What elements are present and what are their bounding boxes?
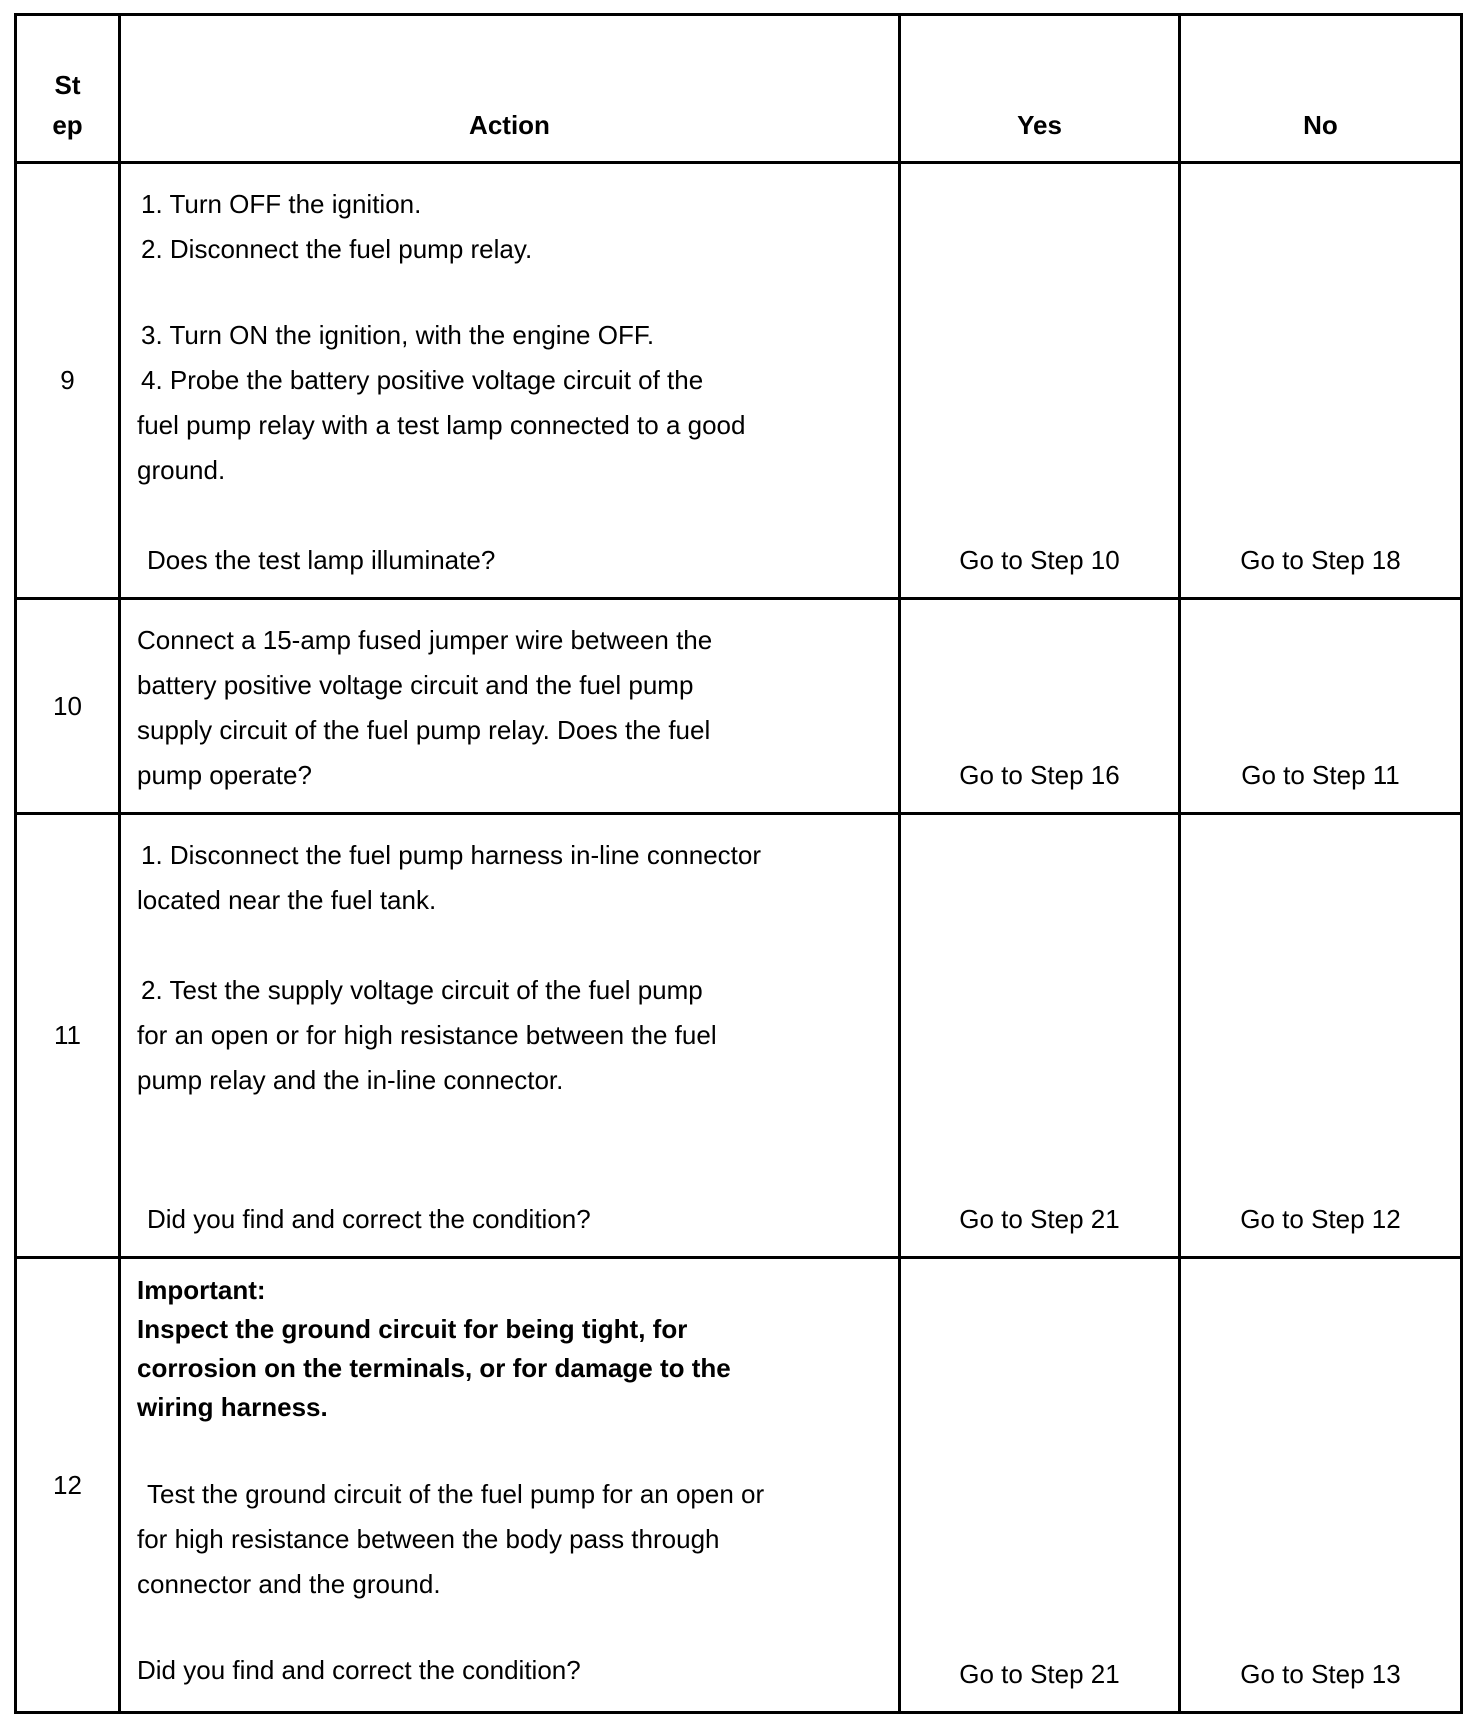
important-line: corrosion on the terminals, or for damage to the (137, 1353, 731, 1383)
action-cell (120, 1258, 900, 1713)
table-row (16, 163, 1462, 599)
action-line: 4. Probe the battery positive voltage circuit of the (141, 365, 704, 395)
header-action-label: Action (469, 110, 550, 140)
diagnostic-table (14, 13, 1463, 1714)
step-number: 10 (16, 599, 120, 814)
table-row (16, 814, 1462, 1258)
header-yes-label: Yes (1017, 110, 1062, 140)
action-line: connector and the ground. (137, 1569, 441, 1599)
action-line: located near the fuel tank. (137, 885, 437, 915)
no-result: Go to Step 18 (1180, 163, 1462, 599)
action-line: pump operate? (137, 760, 312, 790)
header-step-line2: ep (52, 110, 83, 140)
action-line: battery positive voltage circuit and the fuel pump (137, 670, 694, 700)
yes-result: Go to Step 21 (900, 814, 1180, 1258)
header-yes (900, 15, 1180, 163)
no-result: Go to Step 13 (1180, 1258, 1462, 1713)
action-line: 2. Test the supply voltage circuit of the fuel pump (141, 975, 703, 1005)
action-line: pump relay and the in-line connector. (137, 1065, 564, 1095)
action-line: ground. (137, 455, 226, 485)
action-cell (120, 814, 900, 1258)
no-result: Go to Step 11 (1180, 599, 1462, 814)
action-line: 2. Disconnect the fuel pump relay. (141, 234, 533, 264)
header-step-line1: St (54, 70, 81, 100)
table-row (16, 599, 1462, 814)
action-line: fuel pump relay with a test lamp connected to a good (137, 410, 746, 440)
action-cell (120, 163, 900, 599)
action-line: Connect a 15-amp fused jumper wire between the (137, 625, 713, 655)
header-no (1180, 15, 1462, 163)
action-line: supply circuit of the fuel pump relay. Does the fuel (137, 715, 711, 745)
action-line: Test the ground circuit of the fuel pump for an open or (147, 1479, 765, 1509)
header-step (16, 15, 120, 163)
action-question: Does the test lamp illuminate? (147, 545, 496, 575)
yes-result: Go to Step 16 (900, 599, 1180, 814)
step-number: 11 (16, 814, 120, 1258)
header-row (16, 15, 1462, 163)
action-line: 3. Turn ON the ignition, with the engine OFF. (141, 320, 655, 350)
important-line: wiring harness. (137, 1392, 328, 1422)
action-cell (120, 599, 900, 814)
header-no-label: No (1303, 110, 1338, 140)
step-number: 12 (16, 1258, 120, 1713)
action-line: for an open or for high resistance between the fuel (137, 1020, 717, 1050)
header-action (120, 15, 900, 163)
action-question: Did you find and correct the condition? (147, 1204, 591, 1234)
no-result: Go to Step 12 (1180, 814, 1462, 1258)
important-line: Inspect the ground circuit for being tight, for (137, 1314, 688, 1344)
action-line: 1. Disconnect the fuel pump harness in-line connector (141, 840, 762, 870)
important-label: Important: (137, 1275, 266, 1305)
action-line: 1. Turn OFF the ignition. (141, 189, 422, 219)
yes-result: Go to Step 10 (900, 163, 1180, 599)
step-number: 9 (16, 163, 120, 599)
action-question: Did you find and correct the condition? (137, 1655, 581, 1685)
action-line: for high resistance between the body pass through (137, 1524, 720, 1554)
table-row (16, 1258, 1462, 1713)
yes-result: Go to Step 21 (900, 1258, 1180, 1713)
